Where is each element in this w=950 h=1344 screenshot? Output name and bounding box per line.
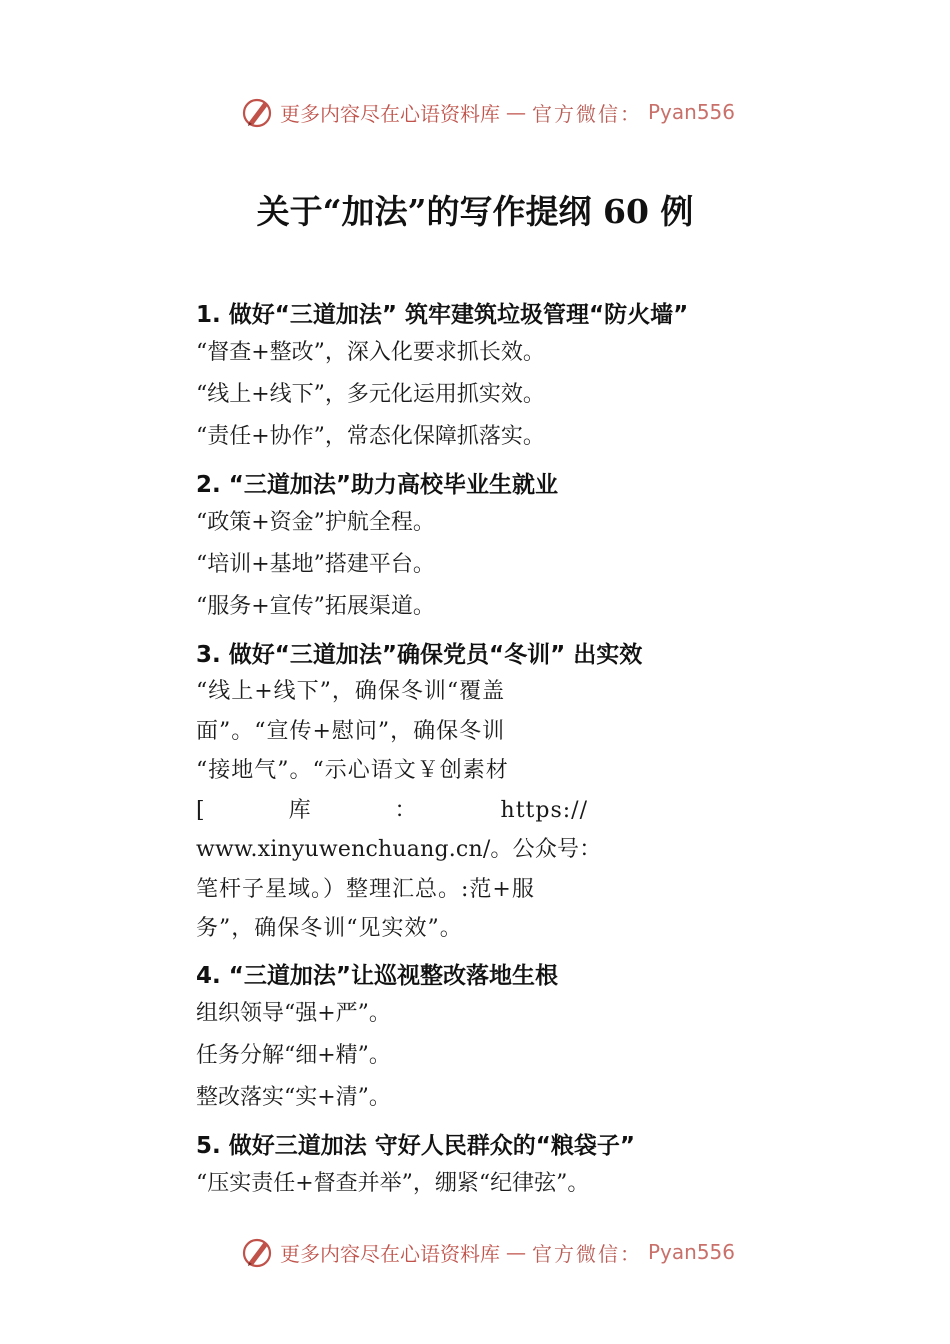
justified-segment: [ (196, 797, 206, 823)
section-heading: 4. “三道加法”让巡视整改落地生根 (196, 962, 558, 989)
watermark-banner-bottom (240, 1232, 735, 1272)
pen-logo-icon (240, 1235, 274, 1269)
document-body (196, 298, 756, 1205)
section-line: “压实责任+督查并举”，绷紧“纪律弦”。 (196, 1170, 590, 1196)
section-line: “线上+线下”，确保冬训“覆盖 (196, 679, 506, 704)
section-heading: 1. 做好“三道加法” 筑牢建筑垃圾管理“防火墙” (196, 302, 689, 328)
section-line: www.xinyuwenchuang.cn/。公众号： (196, 837, 602, 862)
justified-segment: https:// (500, 797, 588, 823)
section-line: 任务分解“细+精”。 (196, 1042, 391, 1068)
watermark-wechat-id: Pyan556 (648, 100, 736, 124)
section-line: “接地气”。“示心语文￥创素材 (196, 758, 509, 783)
watermark-site: 更多内容尽在心语资料库 (280, 1241, 500, 1266)
section-line: “政策+资金”护航全程。 (196, 510, 435, 535)
watermark-banner-top (240, 92, 735, 132)
section-line-justified (196, 791, 588, 831)
section-heading: 2. “三道加法”助力高校毕业生就业 (196, 472, 558, 498)
justified-segment: 库 (288, 797, 312, 823)
watermark-wechat-label: 官方微信： (532, 101, 642, 126)
section-heading: 5. 做好三道加法 守好人民群众的“粮袋子” (196, 1132, 635, 1159)
section-line: 笔杆子星域。）整理汇总。:范+服 (196, 876, 535, 902)
watermark-wechat-id: Pyan556 (648, 1240, 736, 1264)
section-line: “责任+协作”，常态化保障抓落实。 (196, 424, 545, 449)
watermark-dash: — (506, 100, 526, 124)
section-line: “督查+整改”，深入化要求抓长效。 (196, 340, 545, 365)
section-line: 整改落实“实+清”。 (196, 1084, 391, 1110)
justified-segment: ： (394, 797, 418, 823)
document-title: 关于“加法”的写作提纲 60 例 (256, 192, 694, 231)
section-line: “培训+基地”搭建平台。 (196, 552, 435, 577)
section-heading: 3. 做好“三道加法”确保党员“冬训” 出实效 (196, 642, 643, 668)
section-line: “线上+线下”，多元化运用抓实效。 (196, 382, 545, 407)
watermark-site: 更多内容尽在心语资料库 (280, 101, 500, 126)
section-line: 面”。“宣传+慰问”，确保冬训 (196, 718, 506, 744)
watermark-dash: — (506, 1240, 526, 1264)
pen-logo-icon (240, 95, 274, 129)
section-line: 务”，确保冬训“见实效”。 (196, 916, 463, 941)
section-line: 组织领导“强+严”。 (196, 1000, 391, 1026)
watermark-wechat-label: 官方微信： (532, 1241, 642, 1266)
section-line: “服务+宣传”拓展渠道。 (196, 594, 435, 619)
